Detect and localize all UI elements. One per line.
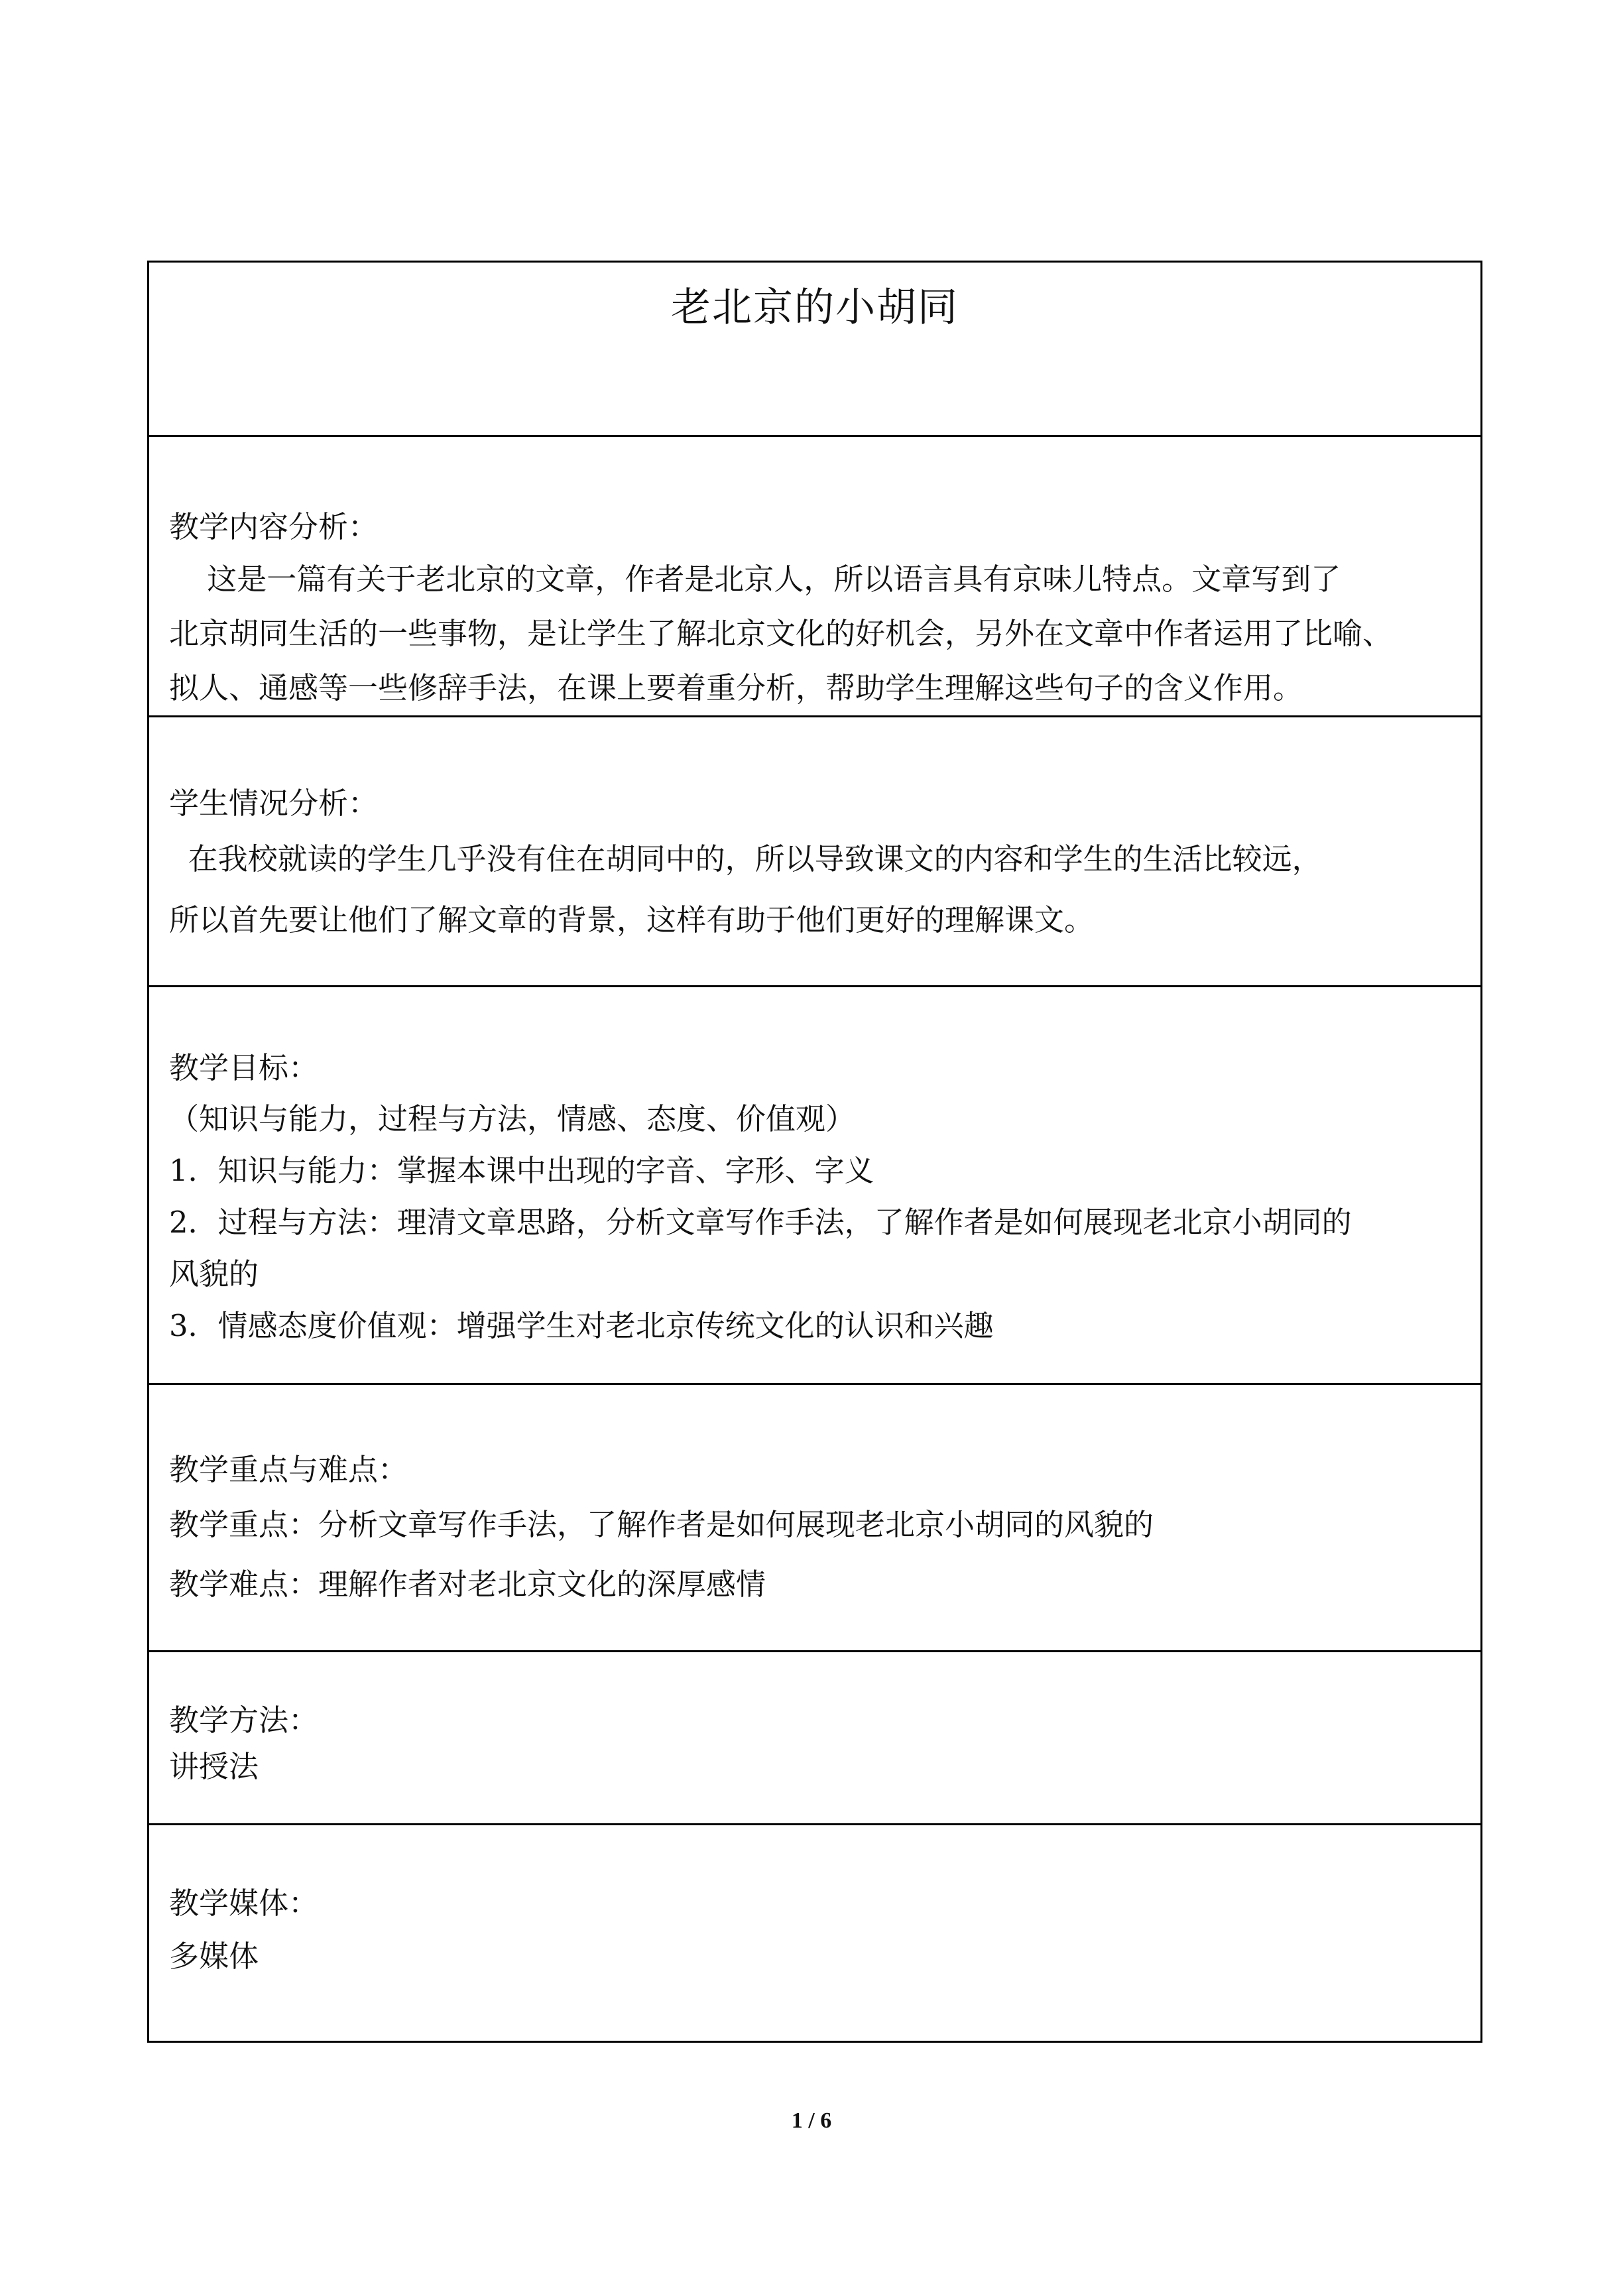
content-analysis-heading: 教学内容分析： xyxy=(169,509,379,544)
content-analysis-line: 拟人、通感等一些修辞手法，在课上要着重分析，帮助学生理解这些句子的含义作用。 xyxy=(169,670,1303,705)
content-analysis-section xyxy=(149,437,1480,717)
key-points-section xyxy=(149,1385,1480,1652)
lesson-plan-table xyxy=(147,261,1482,2043)
student-analysis-line: 在我校就读的学生几乎没有住在胡同中的，所以导致课文的内容和学生的生活比较远， xyxy=(169,841,1322,876)
media-value: 多媒体 xyxy=(169,1939,259,1974)
objectives-line: （知识与能力，过程与方法，情感、态度、价值观） xyxy=(169,1101,856,1136)
student-analysis-section xyxy=(149,717,1480,987)
key-points-heading: 教学重点与难点： xyxy=(169,1452,408,1487)
content-analysis-line: 北京胡同生活的一些事物，是让学生了解北京文化的好机会，另外在文章中作者运用了比喻、 xyxy=(169,616,1393,651)
objectives-line: 风貌的 xyxy=(169,1256,259,1292)
media-heading: 教学媒体： xyxy=(169,1886,319,1921)
content-analysis-line: 这是一篇有关于老北京的文章，作者是北京人，所以语言具有京味儿特点。文章写到了 xyxy=(169,562,1341,597)
objectives-line: 2．过程与方法：理清文章思路，分析文章写作手法，了解作者是如何展现老北京小胡同的 xyxy=(169,1205,1352,1240)
key-point-line: 教学重点：分析文章写作手法，了解作者是如何展现老北京小胡同的风貌的 xyxy=(169,1507,1154,1542)
difficult-point-line: 教学难点：理解作者对老北京文化的深厚感情 xyxy=(169,1567,766,1602)
student-analysis-heading: 学生情况分析： xyxy=(169,786,379,821)
objectives-line: 3．情感态度价值观：增强学生对老北京传统文化的认识和兴趣 xyxy=(169,1308,994,1343)
document-title: 老北京的小胡同 xyxy=(671,284,959,331)
title-row xyxy=(149,263,1480,437)
student-analysis-line: 所以首先要让他们了解文章的背景，这样有助于他们更好的理解课文。 xyxy=(169,902,1095,937)
objectives-line: 1．知识与能力：掌握本课中出现的字音、字形、字义 xyxy=(169,1153,874,1188)
objectives-section xyxy=(149,987,1480,1385)
media-section xyxy=(149,1825,1480,2041)
methods-heading: 教学方法： xyxy=(169,1703,319,1738)
methods-section xyxy=(149,1652,1480,1825)
page-number: 1 / 6 xyxy=(791,2108,832,2133)
methods-value: 讲授法 xyxy=(169,1749,259,1784)
objectives-heading: 教学目标： xyxy=(169,1050,319,1085)
